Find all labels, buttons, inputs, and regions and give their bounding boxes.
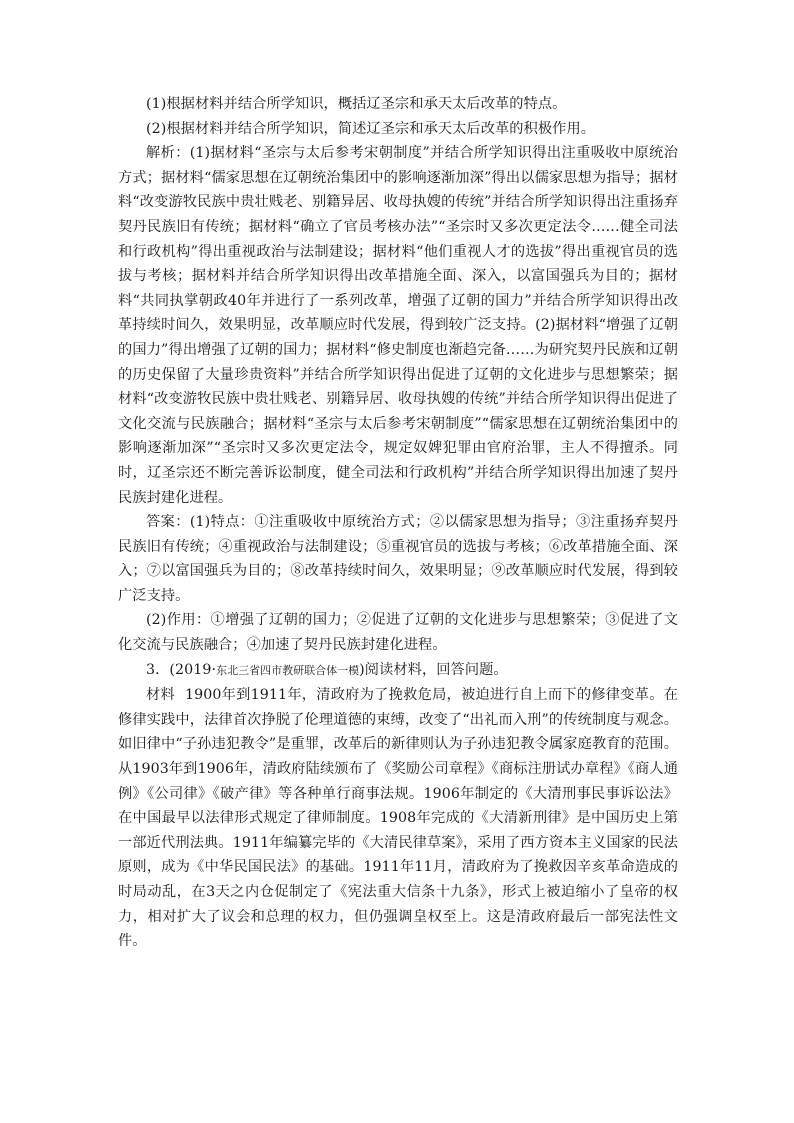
question-3-source: 东北三省四市教研联合体一模 xyxy=(216,663,360,677)
document-page xyxy=(118,92,678,954)
question-3-heading xyxy=(118,658,678,684)
question-2: (2)根据材料并结合所学知识，简述辽圣宗和承天太后改革的积极作用。 xyxy=(146,120,596,137)
analysis-paragraph: 解析：(1)据材料“圣宗与太后参考宋朝制度”并结合所学知识得出注重吸收中原统治方式；据材料“儒家思想在辽朝统治集团中的影响逐渐加深”得出以儒家思想为指导；据材料“改变游牧民族中贵壮贱老、别籍异居、收母执嫂的传统”并结合所学知识得出注重扬弃契丹民族旧有传统；据材料“确立了官员考核办法”“圣宗时又多次更定法令……健全司法和行政机构”得出重视政治与法制建设；据材料“他们重视人才的选拔”得出重视官员的选拔与考核；据材料并结合所学知识得出改革措施全面、深入，以富国强兵为目的；据材料“共同执掌朝政40年并进行了一系列改革，增强了辽朝的国力”并结合所学知识得出改革持续时间久，效果明显，改革顺应时代发展，得到较广泛支持。(2)据材料“增强了辽朝的国力”得出增强了辽朝的国力；据材料“修史制度也渐趋完备……为研究契丹民族和辽朝的历史保留了大量珍贵资料”并结合所学知识得出促进了辽朝的文化进步与思想繁荣；据材料“改变游牧民族中贵壮贱老、别籍异居、收母执嫂的传统”并结合所学知识得出促进了文化交流与民族融合；据材料“圣宗与太后参考宋朝制度”“儒家思想在辽朝统治集团中的影响逐渐加深”“圣宗时又多次更定法令，规定奴婢犯罪由官府治罪，主人不得擅杀。同时，辽圣宗还不断完善诉讼制度，健全司法和行政机构”并结合所学知识得出加速了契丹民族封建化进程。 xyxy=(118,145,678,506)
answer-part-1: 答案：(1)特点：①注重吸收中原统治方式；②以儒家思想为指导；③注重扬弃契丹民族旧有传统；④重视政治与法制建设；⑤重视官员的选拔与考核；⑥改革措施全面、深入；⑦以富国强兵为目的；⑧改革持续时间久，效果明显；⑨改革顺应时代发展，得到较广泛支持。 xyxy=(118,514,678,604)
question-3-instruction: )阅读材料，回答问题。 xyxy=(359,661,508,678)
answer-part-2: (2)作用：①增强了辽朝的国力；②促进了辽朝的文化进步与思想繁荣；③促进了文化交流与民族融合；④加速了契丹民族封建化进程。 xyxy=(118,612,678,654)
question-3-number: 3．(2019· xyxy=(146,661,217,678)
question-1: (1)根据材料并结合所学知识，概括辽圣宗和承天太后改革的特点。 xyxy=(146,96,567,112)
material-paragraph xyxy=(118,683,678,954)
material-text: 1900年到1911年，清政府为了挽救危局，被迫进行自上而下的修律变革。在修律实践中，法律首次挣脱了伦理道德的束缚，改变了“出礼而入刑”的传统制度与观念。如旧律中“子孙违犯教令”是重罪，改革后的新律则认为子孙违犯教令属家庭教育的范围。从1903年到1906年，清政府陆续颁布了《奖励公司章程》《商标注册试办章程》《商人通例》《公司律》《破产律》等各种单行商事法规。1906年制定的《大清刑事民事诉讼法》在中国最早以法律形式规定了律师制度。1908年完成的《大清新刑律》是中国历史上第一部近代刑法典。1911年编纂完毕的《大清民律草案》，采用了西方资本主义国家的民法原则，成为《中华民国民法》的基础。1911年11月，清政府为了挽救因辛亥革命造成的时局动乱，在3天之内仓促制定了《宪法重大信条十九条》，形式上被迫缩小了皇帝的权力，相对扩大了议会和总理的权力，但仍强调皇权至上。这是清政府最后一部宪法性文件。 xyxy=(118,687,679,950)
material-label: 材料 xyxy=(146,687,175,704)
